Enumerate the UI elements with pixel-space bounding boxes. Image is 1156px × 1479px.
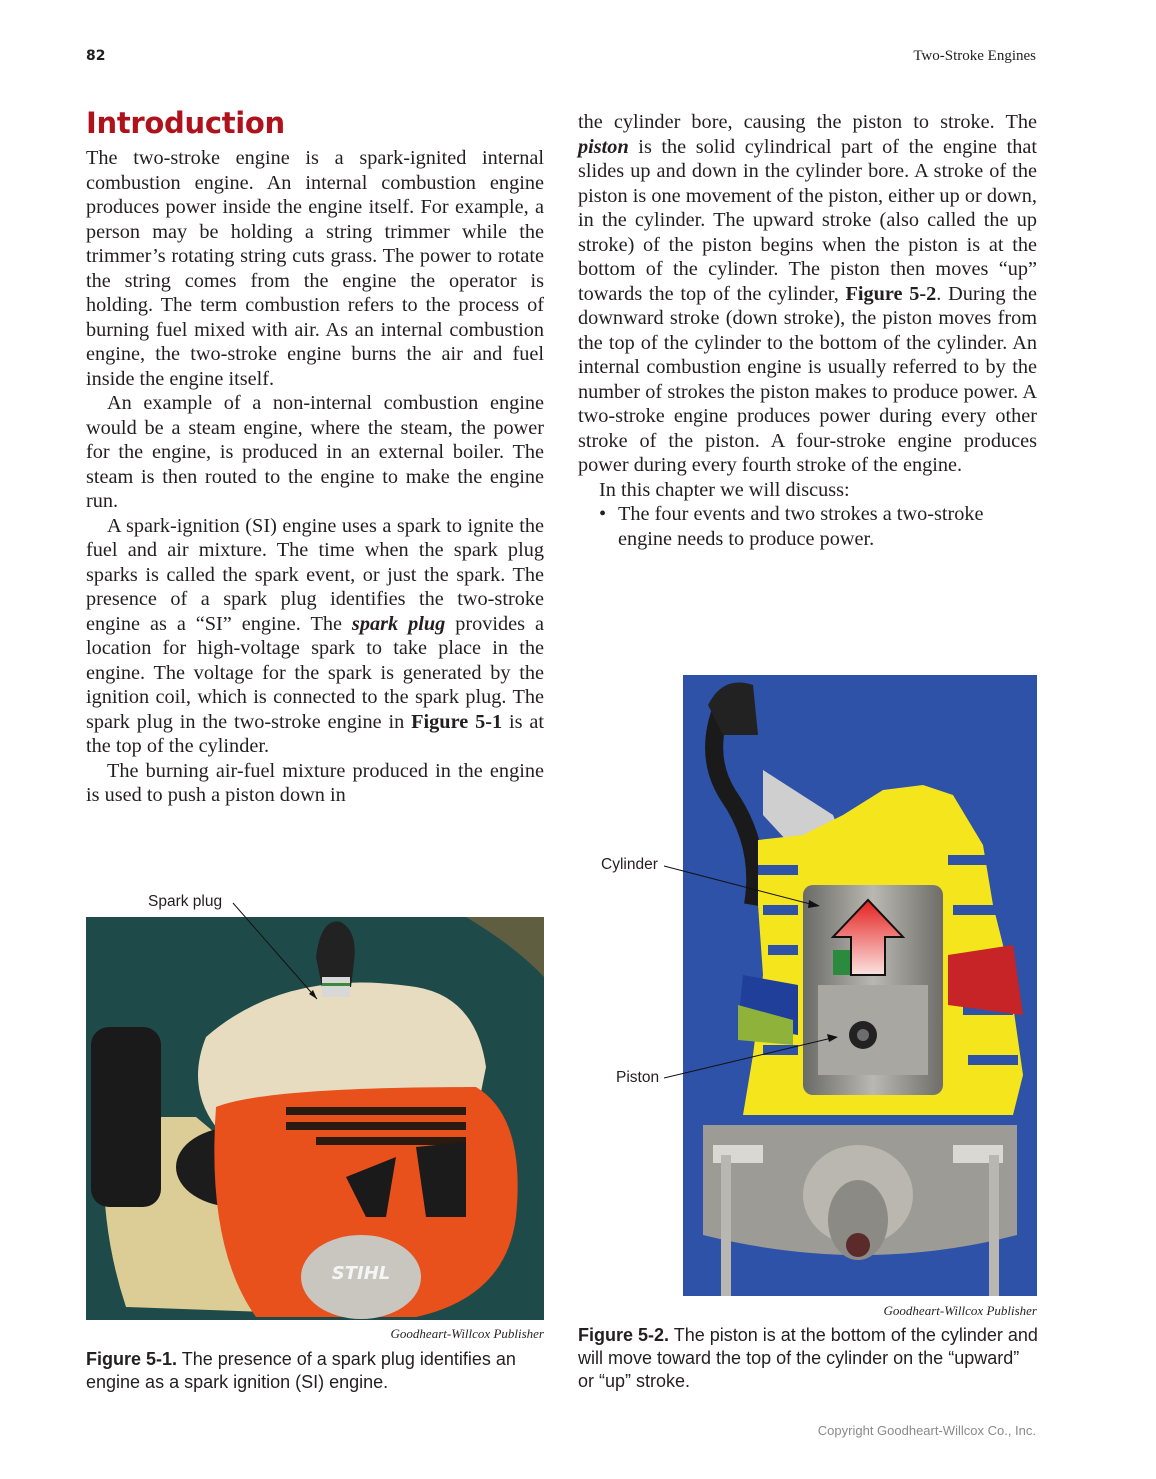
label-spark-plug: Spark plug — [148, 893, 223, 910]
figure-5-1-caption — [86, 1348, 546, 1394]
figure-5-1-credit: Goodheart-Willcox Publisher — [390, 1326, 544, 1341]
figure-5-2-credit: Goodheart-Willcox Publisher — [883, 1303, 1037, 1318]
body-column-right — [578, 110, 1037, 551]
paragraph — [86, 514, 544, 759]
text-run: provides a location for high-voltage spark to take place in the engine. The voltage for the spark is generated by the ignition coil, which is connected to the spark plug. The spark plug in the two-stroke engine in — [86, 612, 544, 733]
paragraph: In this chapter we will discuss: — [599, 478, 850, 501]
figure-5-1-image — [86, 917, 544, 1320]
figure-reference[interactable]: Figure 5-2 — [845, 282, 937, 305]
running-head: Two-Stroke Engines — [913, 48, 1036, 64]
paragraph: The two-stroke engine is a spark-ignited internal combustion engine. An internal combustion engine produces power inside the engine itself. For example, a person may be holding a string trimmer while the trimmer’s rotating string cuts grass. The power to rotate the string comes from the engine the operator is holding. The term combustion refers to the process of burning fuel mixed with air. As an internal combustion engine, the two-stroke engine burns the air and fuel inside the engine itself. — [86, 147, 544, 390]
page-number: 82 — [86, 48, 106, 64]
caption-text: The piston is at the bottom of the cylinder and will move toward the top of the cylinder on the “upward” or “up” stroke. — [578, 1325, 1038, 1391]
bullet-icon: • — [599, 503, 607, 525]
text-run: is at the top of the cylinder. — [86, 710, 545, 757]
text-run: A spark-ignition (SI) engine uses a spark to ignite the fuel and air mixture. The time when the spark plug sparks is called the spark event, or just the spark. The presence of a spark plug identifies the two-stroke engine as a “SI” engine. The — [86, 514, 544, 635]
body-column-left — [86, 146, 544, 808]
caption-label: Figure 5-1. — [86, 1349, 178, 1369]
paragraph: An example of a non-internal combustion engine would be a steam engine, where the steam, the power for the engine, is produced in an external boiler. The steam is then routed to the engine to make the engine run. — [86, 392, 544, 512]
cutaway-engine-illustration — [683, 675, 1037, 1296]
copyright-notice: Copyright Goodheart-Willcox Co., Inc. — [817, 1423, 1036, 1438]
caption-label: Figure 5-2. — [578, 1325, 670, 1345]
brand-logo-text: STIHL — [331, 1263, 391, 1284]
paragraph — [578, 110, 1037, 478]
string-trimmer-engine-illustration — [86, 917, 544, 1320]
paragraph: The burning air-fuel mixture produced in the engine is used to push a piston down in — [86, 759, 544, 806]
bullet-text: The four events and two strokes a two-stroke engine needs to produce power. — [618, 503, 984, 550]
text-run: is the solid cylindrical part of the engine that slides up and down in the cylinder bore. A stroke of the piston is one movement of the piston, either up or down, in the cylinder. The upward stroke (also called the up stroke) of the piston begins when the piston is at the bottom of the cylinder. The piston then moves “up” towards the top of the cylinder, — [578, 135, 1037, 305]
key-term-spark-plug: spark plug — [351, 612, 446, 635]
label-cylinder: Cylinder — [601, 856, 658, 873]
text-run: the cylinder bore, causing the piston to stroke. The — [578, 111, 1037, 133]
figure-5-2-caption — [578, 1324, 1040, 1393]
section-heading: Introduction — [86, 106, 285, 140]
bullet-item — [599, 502, 1037, 551]
figure-5-2-image — [683, 675, 1037, 1296]
text-run: . During the downward stroke (down stroke), the piston moves from the top of the cylinder to the bottom of the cylinder. An internal combustion engine is usually referred to by the number of strokes the piston makes to produce power. A two-stroke engine produces power during every other stroke of the piston. A four-stroke engine produces power during every fourth stroke of the engine. — [578, 282, 1037, 476]
label-piston: Piston — [616, 1069, 660, 1086]
caption-text: The presence of a spark plug identifies an engine as a spark ignition (SI) engine. — [86, 1349, 516, 1392]
figure-reference[interactable]: Figure 5-1 — [411, 710, 503, 733]
key-term-piston: piston — [578, 135, 629, 158]
